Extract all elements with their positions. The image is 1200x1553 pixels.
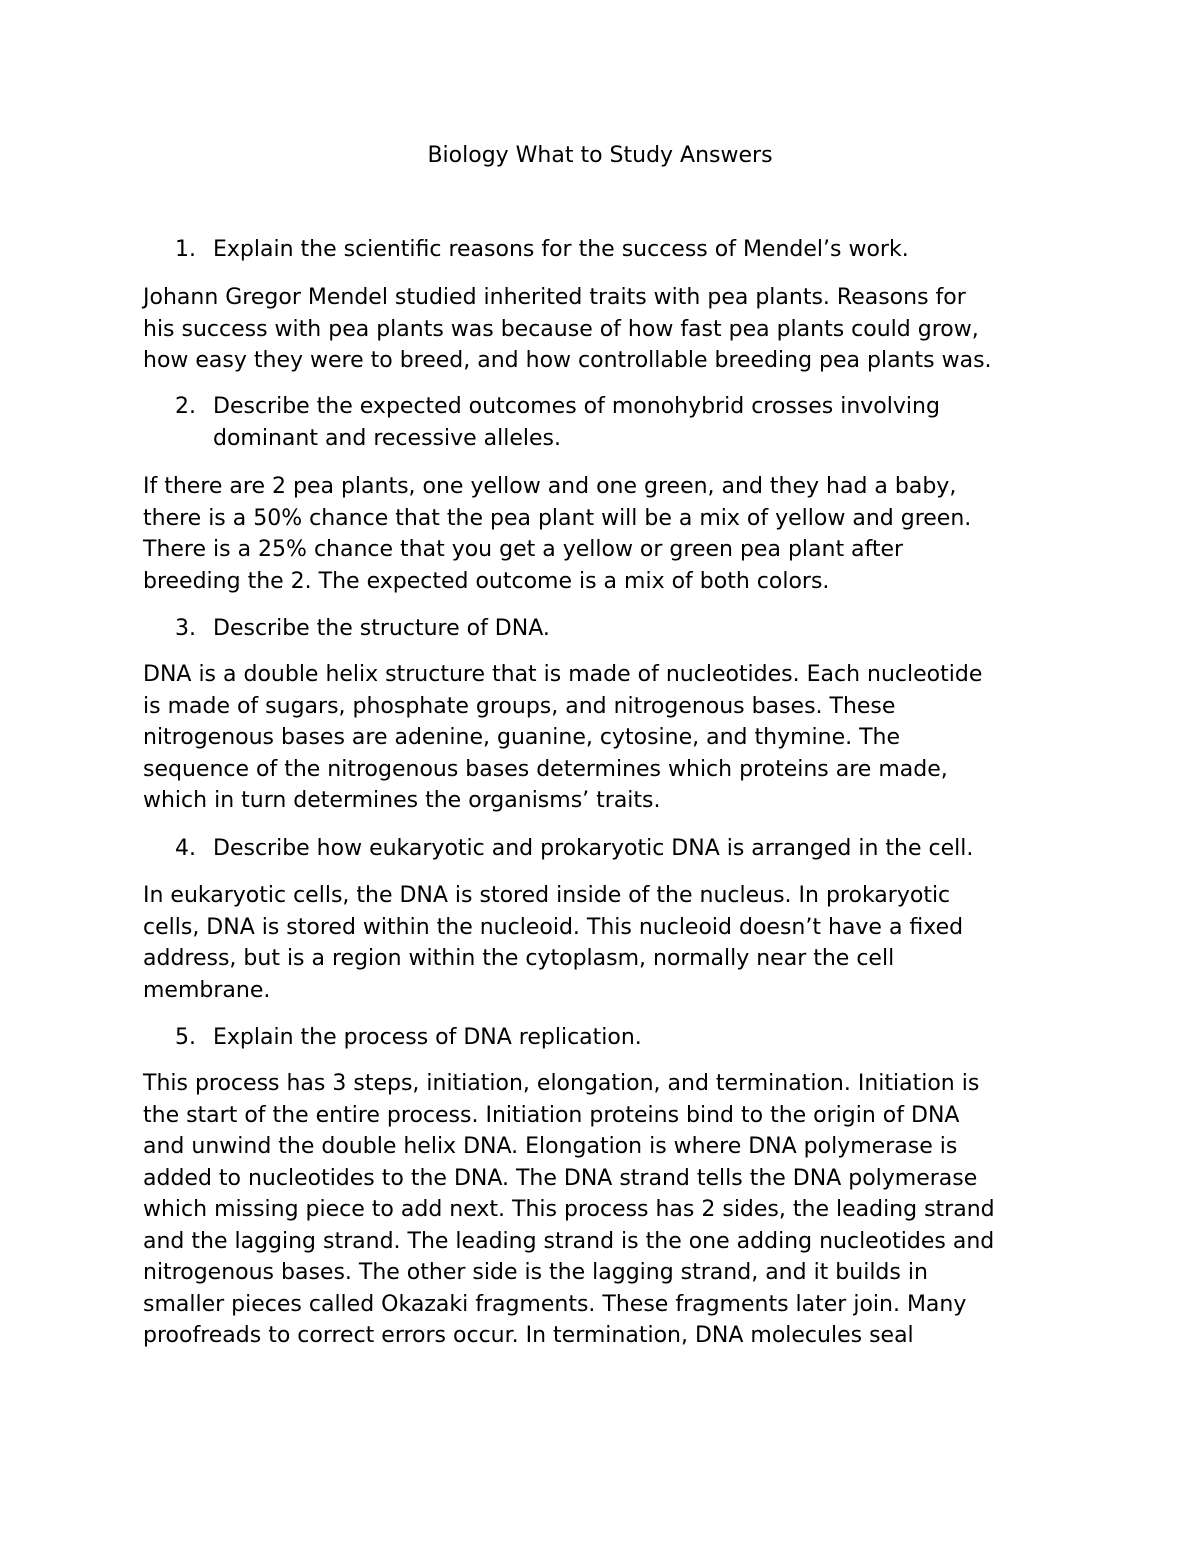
question-2 [175, 391, 1055, 455]
document-title: Biology What to Study Answers [427, 143, 773, 168]
question-text: Describe how eukaryotic and prokaryotic DNA is arranged in the cell. [213, 836, 974, 861]
answer-1: Johann Gregor Mendel studied inherited traits with pea plants. Reasons for his success with pea plants was because of how fast pea plants could grow, how easy they were to breed, and how controllable breeding pea plants was. [143, 285, 992, 373]
question-text: Explain the process of DNA replication. [213, 1025, 642, 1050]
question-text: Explain the scientific reasons for the success of Mendel’s work. [213, 237, 909, 262]
question-number: 3. [175, 616, 196, 641]
question-number: 5. [175, 1025, 196, 1050]
answer-5: This process has 3 steps, initiation, elongation, and termination. Initiation is the start of the entire process. Initiation proteins bind to the origin of DNA and unwind the double helix DNA. Elongation is where DNA polymerase is added to nucleotides to the DNA. The DNA strand tells the DNA polymerase which missing piece to add next. This process has 2 sides, the leading strand and the lagging strand. The leading strand is the one adding nucleotides and nitrogenous bases. The other side is the lagging strand, and it builds in smaller pieces called Okazaki fragments. These fragments later join. Many proofreads to correct errors occur. In termination, DNA molecules seal [143, 1071, 995, 1348]
question-5 [175, 1022, 1055, 1054]
question-3 [175, 613, 1055, 645]
question-text: Describe the expected outcomes of monohybrid crosses involving dominant and recessive alleles. [213, 394, 940, 451]
question-number: 2. [175, 394, 196, 419]
question-1 [175, 234, 1055, 266]
question-4 [175, 833, 1055, 865]
question-number: 1. [175, 237, 196, 262]
question-text: Describe the structure of DNA. [213, 616, 550, 641]
answer-3: DNA is a double helix structure that is made of nucleotides. Each nucleotide is made of sugars, phosphate groups, and nitrogenous bases. These nitrogenous bases are adenine, guanine, cytosine, and thymine. The sequence of the nitrogenous bases determines which proteins are made, which in turn determines the organisms’ traits. [143, 662, 983, 813]
answer-2: If there are 2 pea plants, one yellow and one green, and they had a baby, there is a 50% chance that the pea plant will be a mix of yellow and green. There is a 25% chance that you get a yellow or green pea plant after breeding the 2. The expected outcome is a mix of both colors. [143, 474, 972, 594]
question-number: 4. [175, 836, 196, 861]
answer-4: In eukaryotic cells, the DNA is stored inside of the nucleus. In prokaryotic cells, DNA is stored within the nucleoid. This nucleoid doesn’t have a fixed address, but is a region within the cytoplasm, normally near the cell membrane. [143, 883, 964, 1003]
